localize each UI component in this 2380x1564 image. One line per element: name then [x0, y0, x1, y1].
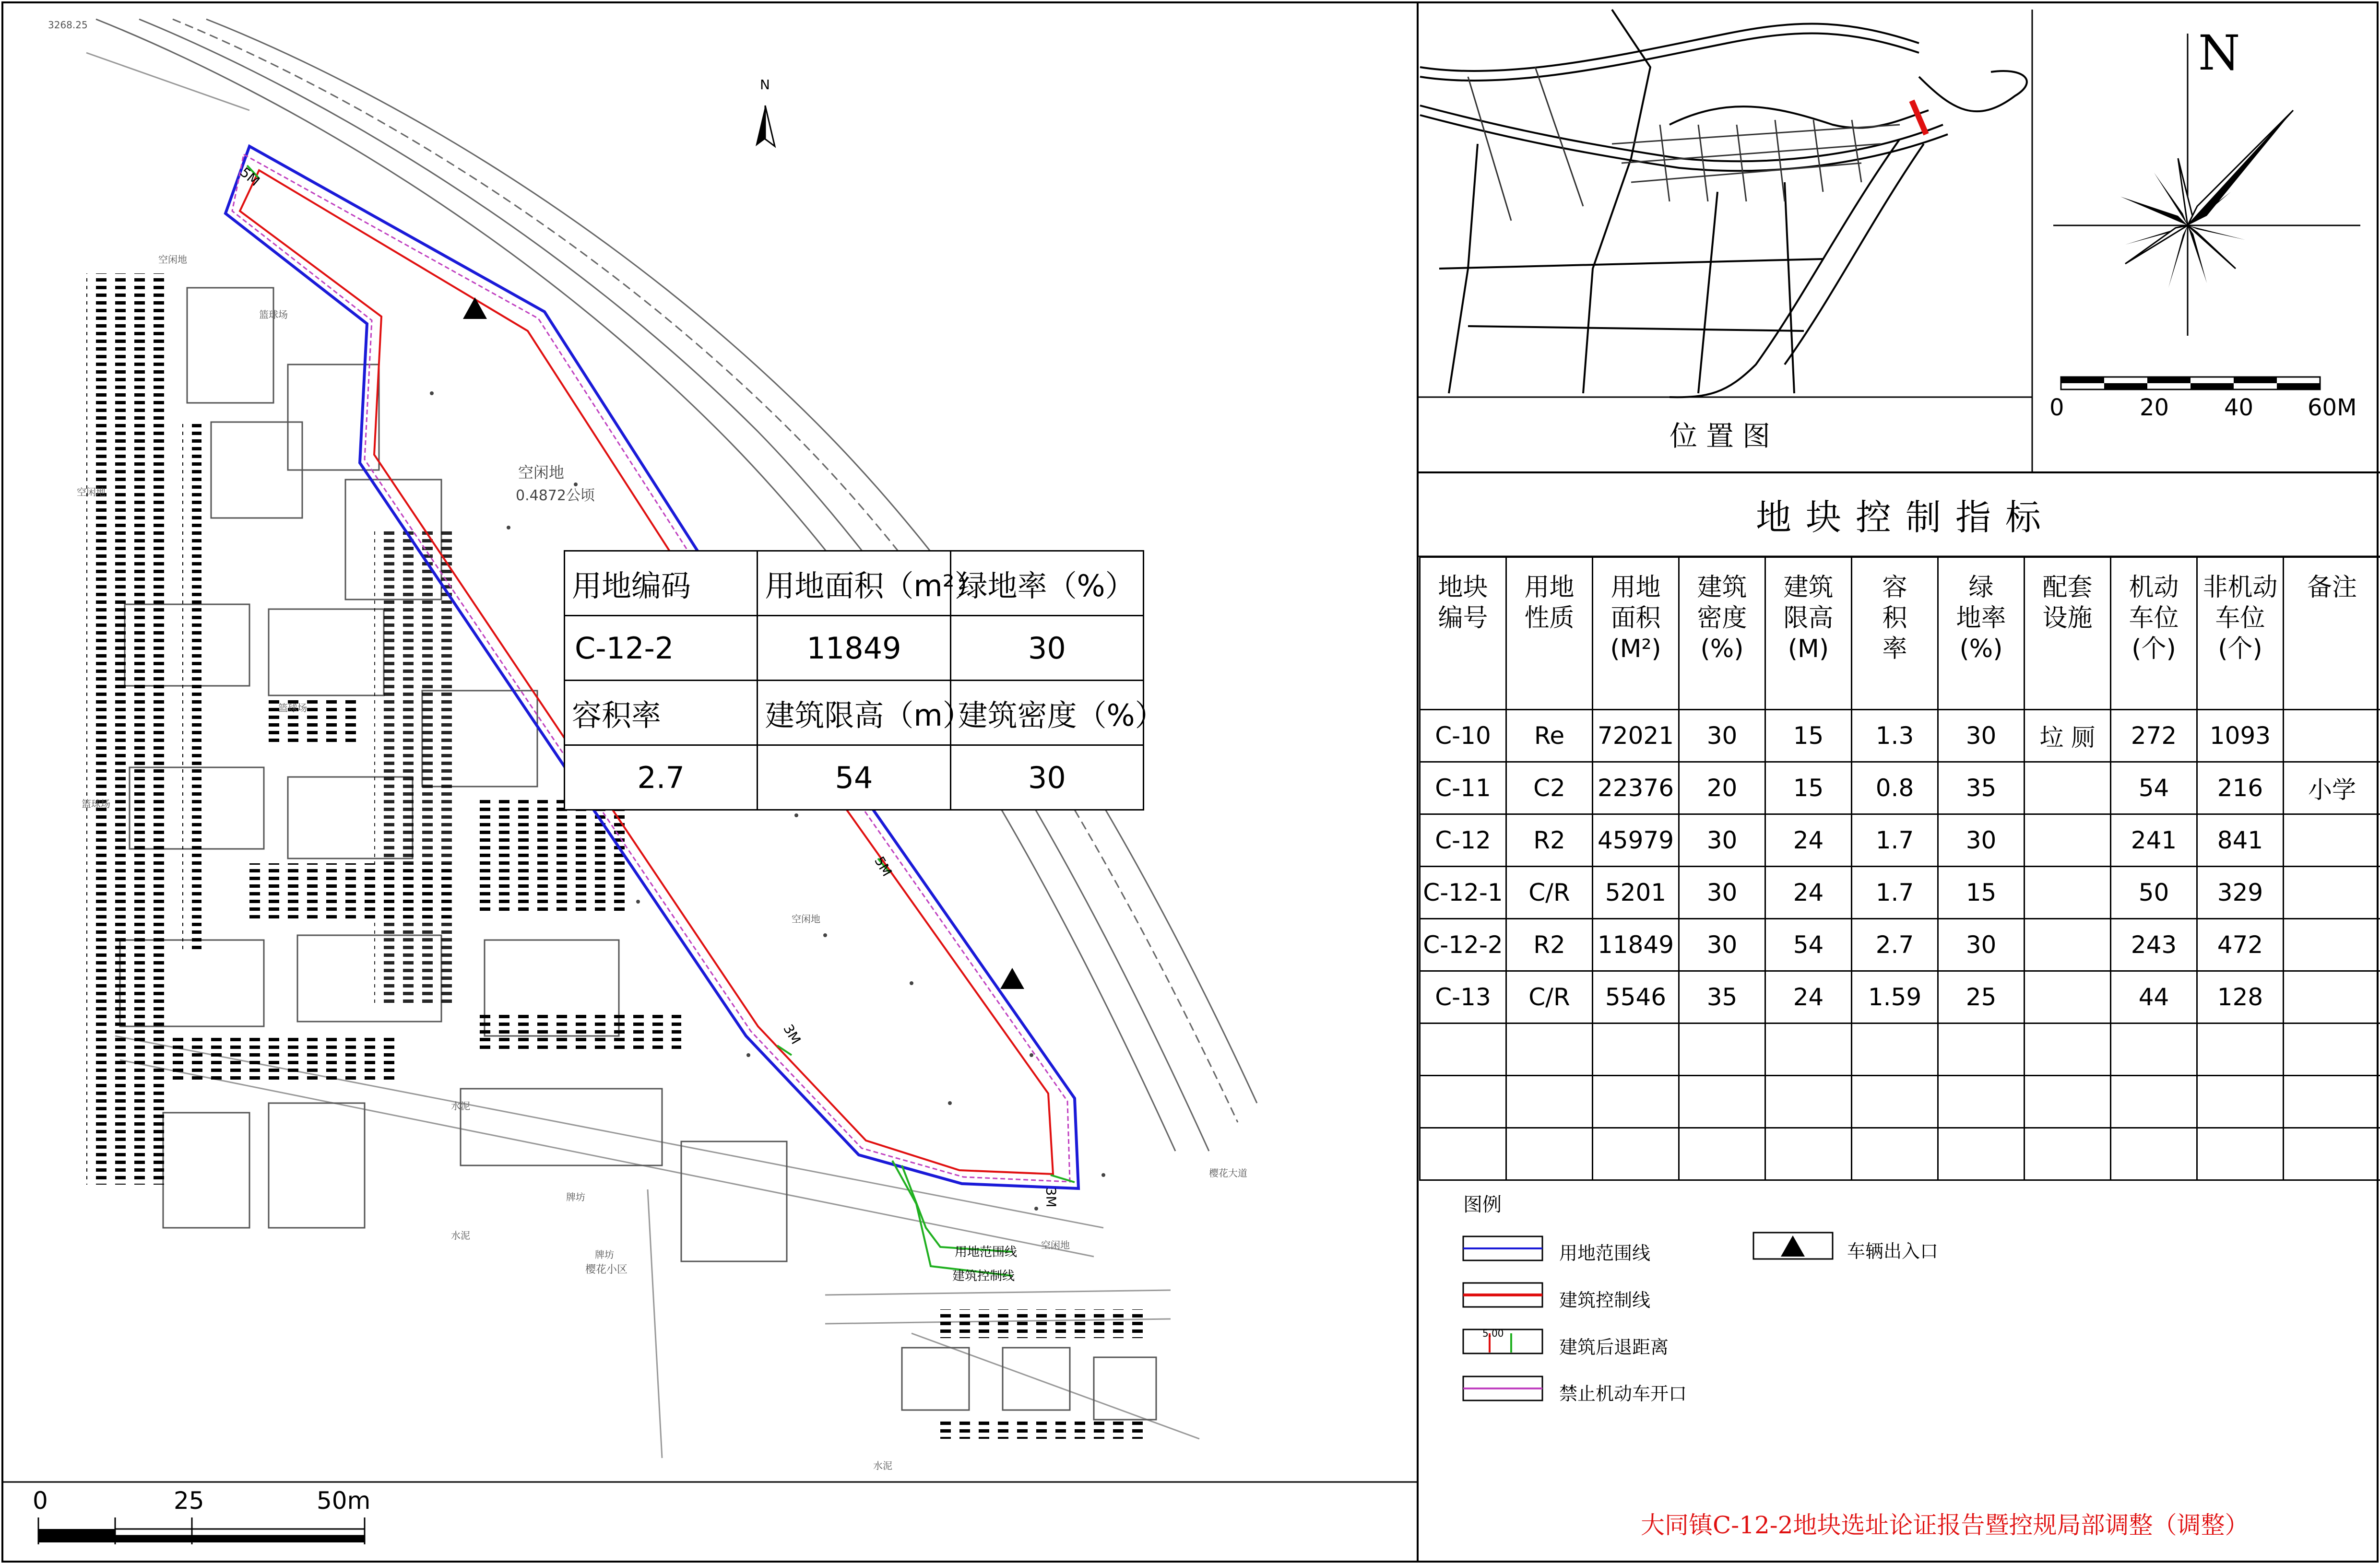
table-cell: 272 [2111, 710, 2197, 762]
map-small-label: 篮球场 [259, 309, 288, 320]
control-table-header-line: 用地 [1610, 573, 1661, 602]
lot-info-value: 30 [950, 745, 1143, 810]
legend-title: 图例 [1463, 1194, 1502, 1216]
legend-item: 建筑控制线 [1559, 1290, 1651, 1311]
setback-label: 3M [1043, 1187, 1059, 1208]
table-cell [2025, 1076, 2111, 1128]
legend-item: 车辆出入口 [1847, 1241, 1939, 1262]
control-table-header [1938, 557, 2025, 710]
control-indicators-table [1419, 556, 2380, 1181]
table-cell [1765, 1076, 1852, 1128]
table-row [1420, 971, 2380, 1023]
table-cell [2197, 1076, 2284, 1128]
control-table-header [1765, 557, 1852, 710]
map-north-arrow [756, 106, 775, 146]
lot-info-value: 2.7 [565, 745, 758, 810]
table-cell [1679, 1128, 1765, 1180]
control-table-header-line: 积 [1882, 604, 1907, 633]
table-row [1420, 814, 2380, 867]
table-cell: 0.8 [1852, 762, 1938, 814]
table-cell [2025, 971, 2111, 1023]
vehicle-entrance-icon [463, 297, 487, 319]
control-table-header-line: 建筑 [1697, 573, 1747, 602]
table-cell: 50 [2111, 867, 2197, 919]
control-table-header-line: 性质 [1524, 604, 1575, 633]
control-table-header [1679, 557, 1765, 710]
control-table-header-line: 地块 [1438, 573, 1488, 602]
table-cell: 22376 [1593, 762, 1679, 814]
control-table-header [1506, 557, 1593, 710]
map-small-label: 篮球场 [82, 798, 110, 810]
table-cell: C-10 [1420, 710, 1506, 762]
compass-scale-label: 0 [2049, 394, 2064, 421]
table-cell: 1.7 [1852, 867, 1938, 919]
table-cell: 30 [1938, 710, 2025, 762]
control-table-header-line: 机动 [2129, 573, 2179, 602]
location-map-site-marker [1912, 101, 1926, 134]
control-table-header-line: 容 [1882, 573, 1907, 602]
vacant-lot-label: 空闲地 [518, 463, 565, 482]
lot-info-value: 11849 [758, 616, 950, 681]
table-row [1420, 867, 2380, 919]
table-cell [1506, 1023, 1593, 1076]
table-cell: 1.3 [1852, 710, 1938, 762]
table-cell [1765, 1023, 1852, 1076]
table-cell [2284, 919, 2380, 971]
map-north-label: N [760, 77, 770, 93]
table-cell [2284, 710, 2380, 762]
table-cell [2284, 1128, 2380, 1180]
table-cell: 垃 厕 [2025, 710, 2111, 762]
legend-setback-sample: 5.00 [1482, 1328, 1504, 1339]
table-cell [1506, 1076, 1593, 1128]
compass-north-label: N [2198, 25, 2240, 81]
lot-info-header: 建筑限高（m） [758, 681, 950, 745]
table-cell: 5201 [1593, 867, 1679, 919]
table-cell: 243 [2111, 919, 2197, 971]
lot-info-value: 30 [950, 616, 1143, 681]
table-cell [1420, 1076, 1506, 1128]
control-table-header [1420, 557, 1506, 710]
map-small-label: 水泥 [451, 1100, 470, 1112]
table-cell: 15 [1938, 867, 2025, 919]
setback-label: 5M [237, 164, 263, 189]
lot-info-header: 建筑密度（%） [950, 681, 1143, 745]
map-small-label: 空闲地 [792, 913, 820, 925]
table-cell: 35 [1938, 762, 2025, 814]
table-cell: 841 [2197, 814, 2284, 867]
lot-info-table [564, 550, 1165, 811]
compass-scale-label: 20 [2140, 394, 2169, 421]
control-table-header [1593, 557, 1679, 710]
table-cell [1938, 1076, 2025, 1128]
table-cell [2284, 867, 2380, 919]
control-table-header-line: 非机动 [2202, 573, 2278, 602]
control-table-header-line: 面积 [1610, 604, 1661, 633]
table-cell: C2 [1506, 762, 1593, 814]
table-cell [2197, 1128, 2284, 1180]
table-cell: 54 [1765, 919, 1852, 971]
control-table-header-line: 率 [1882, 635, 1907, 663]
table-cell: R2 [1506, 919, 1593, 971]
control-table-header-line: 车位 [2215, 604, 2265, 633]
table-cell: 24 [1765, 867, 1852, 919]
control-table-header-line: 编号 [1438, 604, 1488, 633]
table-cell [2284, 1023, 2380, 1076]
map-scale-label: 50m [317, 1487, 371, 1515]
control-table-header-line: 限高 [1783, 604, 1834, 633]
compass-scale-label: 60M [2308, 394, 2357, 421]
compass-scale-bar [2061, 377, 2320, 389]
control-table-header-line: 车位 [2129, 604, 2179, 633]
table-cell [1938, 1023, 2025, 1076]
table-cell: 20 [1679, 762, 1765, 814]
table-cell: 45979 [1593, 814, 1679, 867]
legend-item: 禁止机动车开口 [1559, 1383, 1687, 1404]
table-cell [1852, 1076, 1938, 1128]
table-cell: 25 [1938, 971, 2025, 1023]
map-small-label: 水泥 [451, 1230, 470, 1241]
table-cell [1852, 1023, 1938, 1076]
map-small-label: 樱花大道 [1209, 1167, 1247, 1179]
lot-info-value: C-12-2 [565, 616, 758, 681]
table-cell: 2.7 [1852, 919, 1938, 971]
control-table-header-line: (M²) [1610, 635, 1661, 663]
map-small-label: 篮球场 [278, 702, 307, 714]
table-cell: 15 [1765, 710, 1852, 762]
table-cell [1420, 1023, 1506, 1076]
table-cell: C-13 [1420, 971, 1506, 1023]
control-table-header-line: (个) [2131, 635, 2176, 663]
table-cell: 小学 [2284, 762, 2380, 814]
table-cell: 1.59 [1852, 971, 1938, 1023]
table-cell [2284, 1076, 2380, 1128]
table-cell: 30 [1679, 867, 1765, 919]
table-cell [1938, 1128, 2025, 1180]
table-cell: 216 [2197, 762, 2284, 814]
control-table-header-line: 用地 [1524, 573, 1575, 602]
control-table-header-line: (%) [1959, 635, 2003, 663]
vacant-lot-area: 0.4872公顷 [516, 487, 595, 504]
map-small-label: 樱花小区 [585, 1264, 628, 1276]
control-table-header-line: 配套 [2042, 573, 2093, 602]
table-cell: C-12 [1420, 814, 1506, 867]
table-cell: 30 [1679, 919, 1765, 971]
map-small-label: 空闲地 [77, 486, 106, 498]
location-map-grid [1468, 67, 1900, 221]
table-cell: C/R [1506, 971, 1593, 1023]
table-cell: 1.7 [1852, 814, 1938, 867]
control-table-header-line: (%) [1700, 635, 1744, 663]
table-cell [2025, 867, 2111, 919]
table-cell [2025, 762, 2111, 814]
map-callout-boundary: 用地范围线 [955, 1245, 1018, 1259]
lot-info-header: 用地编码 [565, 551, 758, 616]
table-cell [2111, 1023, 2197, 1076]
table-cell [2284, 971, 2380, 1023]
table-cell [2025, 1128, 2111, 1180]
control-table-title: 地块控制指标 [1756, 497, 2055, 538]
setback-label: 3M [780, 1022, 804, 1047]
location-map-caption: 位置图 [1670, 420, 1779, 452]
drawing-title: 大同镇C-12-2地块选址论证报告暨控规局部调整（调整） [1641, 1511, 2249, 1539]
table-cell: 15 [1765, 762, 1852, 814]
table-cell: C-11 [1420, 762, 1506, 814]
table-row [1420, 1023, 2380, 1076]
table-cell [1852, 1128, 1938, 1180]
map-small-label: 空闲地 [1041, 1239, 1070, 1251]
table-cell [2284, 814, 2380, 867]
table-cell: 44 [2111, 971, 2197, 1023]
table-cell: 35 [1679, 971, 1765, 1023]
control-table-header-line: 密度 [1697, 604, 1747, 633]
lot-info-header: 容积率 [565, 681, 758, 745]
table-cell [1765, 1128, 1852, 1180]
control-table-header [1852, 557, 1938, 710]
table-cell: 472 [2197, 919, 2284, 971]
control-table-header [2111, 557, 2197, 710]
table-cell [1593, 1076, 1679, 1128]
lot-info-header: 绿地率（%） [950, 551, 1143, 616]
map-scale-label: 25 [174, 1487, 204, 1515]
table-cell: 30 [1938, 919, 2025, 971]
table-cell: R2 [1506, 814, 1593, 867]
table-row [1420, 762, 2380, 814]
map-callout-control: 建筑控制线 [952, 1269, 1015, 1283]
coordinate-label: 3268.25 [48, 19, 88, 31]
control-table-header-line: (M) [1788, 635, 1829, 663]
lot-info-header: 用地面积（m²） [758, 551, 950, 616]
table-cell [1420, 1128, 1506, 1180]
table-cell: 30 [1938, 814, 2025, 867]
table-cell [2025, 919, 2111, 971]
control-table-header [2025, 557, 2111, 710]
table-row [1420, 1128, 2380, 1180]
table-cell: 72021 [1593, 710, 1679, 762]
table-cell: 24 [1765, 971, 1852, 1023]
vehicle-entrance-icon [1000, 968, 1024, 989]
table-cell [2025, 814, 2111, 867]
table-cell [2197, 1023, 2284, 1076]
table-cell: 54 [2111, 762, 2197, 814]
table-cell [1593, 1023, 1679, 1076]
table-cell: C-12-2 [1420, 919, 1506, 971]
compass-scale-label: 40 [2224, 394, 2254, 421]
setback-label: 5M [871, 854, 895, 879]
control-table-header-line: 设施 [2042, 604, 2093, 633]
table-cell: 30 [1679, 710, 1765, 762]
control-table-header-line: 地率 [1956, 604, 2006, 633]
table-cell [1593, 1128, 1679, 1180]
table-cell: 5546 [1593, 971, 1679, 1023]
table-cell: C-12-1 [1420, 867, 1506, 919]
map-small-label: 空闲地 [158, 254, 187, 265]
lot-info-value: 54 [758, 745, 950, 810]
table-row [1420, 1076, 2380, 1128]
table-row [1420, 919, 2380, 971]
table-cell [2111, 1128, 2197, 1180]
control-table-header-line: (个) [2218, 635, 2262, 663]
table-cell: C/R [1506, 867, 1593, 919]
table-cell: 1093 [2197, 710, 2284, 762]
legend-item: 用地范围线 [1559, 1243, 1651, 1264]
table-cell: 329 [2197, 867, 2284, 919]
control-table-header-line: 绿 [1968, 573, 1994, 602]
table-cell [1679, 1023, 1765, 1076]
table-cell: 30 [1679, 814, 1765, 867]
control-table-header-line: 建筑 [1783, 573, 1834, 602]
map-small-label: 牌坊 [595, 1249, 614, 1260]
control-table-header [2197, 557, 2284, 710]
map-scale-bar [38, 1517, 365, 1544]
map-small-label: 牌坊 [566, 1191, 585, 1203]
table-cell [2025, 1023, 2111, 1076]
table-cell: 11849 [1593, 919, 1679, 971]
legend-item: 建筑后退距离 [1559, 1337, 1669, 1358]
map-small-label: 水泥 [873, 1460, 892, 1471]
table-cell: Re [1506, 710, 1593, 762]
table-cell [1506, 1128, 1593, 1180]
table-cell: 128 [2197, 971, 2284, 1023]
table-row [1420, 710, 2380, 762]
table-cell [2111, 1076, 2197, 1128]
map-scale-label: 0 [33, 1487, 48, 1515]
table-cell [1679, 1076, 1765, 1128]
table-cell: 241 [2111, 814, 2197, 867]
control-table-header-line: 备注 [2307, 573, 2357, 602]
table-cell: 24 [1765, 814, 1852, 867]
control-table-header [2284, 557, 2380, 710]
location-map-roads [1420, 10, 2027, 397]
